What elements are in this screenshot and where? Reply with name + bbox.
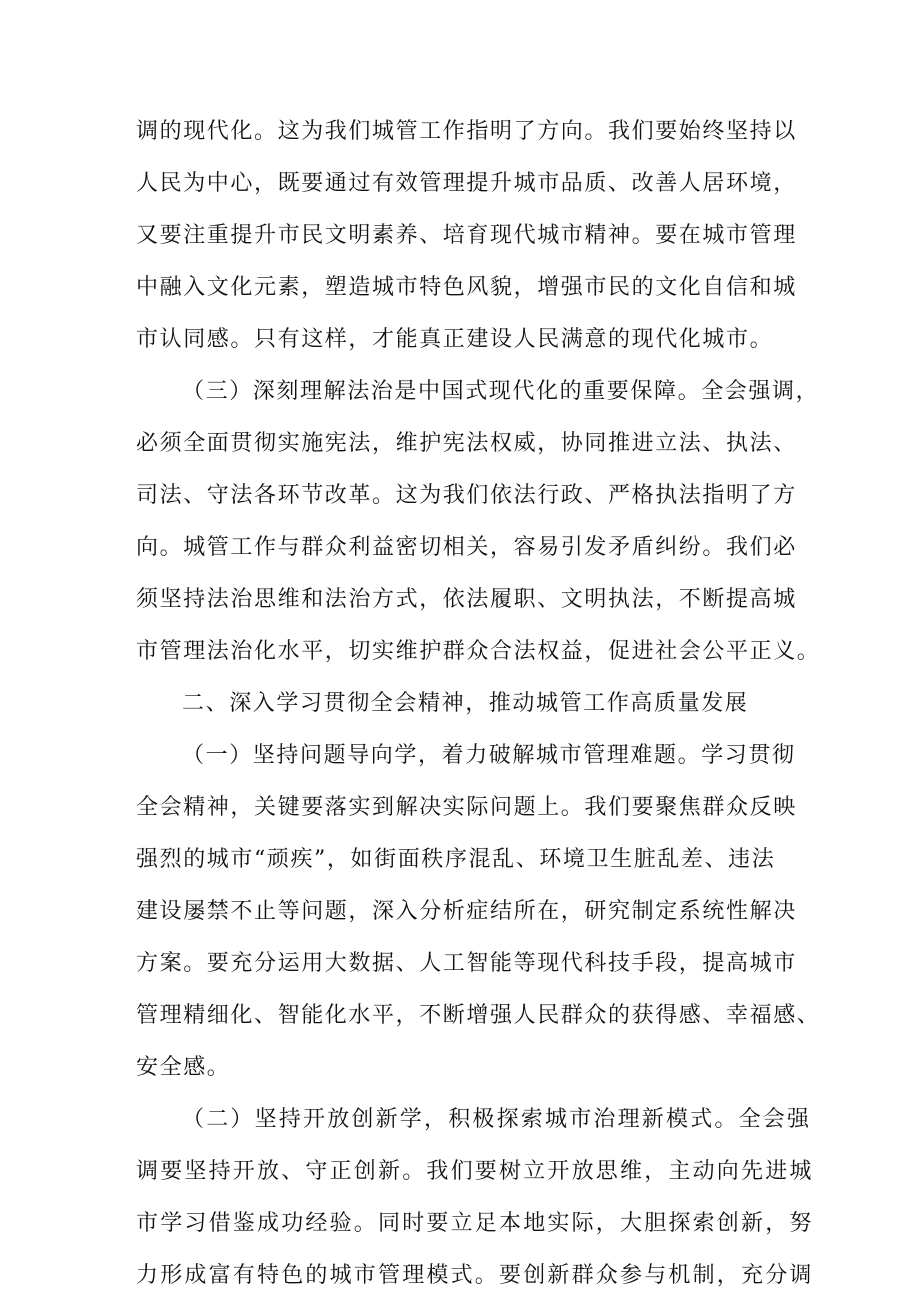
paragraph-line: 市管理法治化水平，切实维护群众合法权益，促进社会公平正义。: [136, 639, 821, 664]
paragraph-line: 安全感。: [136, 1055, 231, 1080]
paragraph-line: 向。城管工作与群众利益密切相关，容易引发矛盾纠纷。我们必: [136, 535, 797, 560]
paragraph-line: 力形成富有特色的城市管理模式。要创新群众参与机制，充分调: [136, 1263, 814, 1288]
section-three-heading-line: （三）深刻理解法治是中国式现代化的重要保障。全会强调，: [182, 379, 820, 404]
paragraph-line: 中融入文化元素，塑造城市特色风貌，增强市民的文化自信和城: [136, 275, 797, 300]
paragraph-line: 司法、守法各环节改革。这为我们依法行政、严格执法指明了方: [136, 483, 797, 508]
paragraph-line: 又要注重提升市民文明素养、培育现代城市精神。要在城市管理: [136, 223, 797, 248]
paragraph-line: 须坚持法治思维和法治方式，依法履职、文明执法，不断提高城: [136, 587, 797, 612]
paragraph-line: 建设屡禁不止等问题，深入分析症结所在，研究制定系统性解决: [136, 899, 797, 924]
subsection-one-heading-line: （一）坚持问题导向学，着力破解城市管理难题。学习贯彻: [182, 743, 796, 768]
paragraph-line: 全会精神，关键要落实到解决实际问题上。我们要聚焦群众反映: [136, 795, 797, 820]
paragraph-line: 调的现代化。这为我们城管工作指明了方向。我们要始终坚持以: [136, 119, 797, 144]
paragraph-line: 管理精细化、智能化水平，不断增强人民群众的获得感、幸福感、: [136, 1003, 821, 1028]
paragraph-line: 调要坚持开放、守正创新。我们要树立开放思维，主动向先进城: [136, 1159, 814, 1184]
paragraph-line: 人民为中心，既要通过有效管理提升城市品质、改善人居环境，: [136, 171, 797, 196]
paragraph-line: 必须全面贯彻实施宪法，维护宪法权威，协同推进立法、执法、: [136, 431, 797, 456]
paragraph-line: 市学习借鉴成功经验。同时要立足本地实际，大胆探索创新，努: [136, 1211, 814, 1236]
section-heading: 二、深入学习贯彻全会精神，推动城管工作高质量发展: [182, 691, 749, 716]
paragraph-line: 方案。要充分运用大数据、人工智能等现代科技手段，提高城市: [136, 951, 797, 976]
paragraph-line: 市认同感。只有这样，才能真正建设人民满意的现代化城市。: [136, 327, 774, 352]
subsection-two-heading-line: （二）坚持开放创新学，积极探索城市治理新模式。全会强: [182, 1107, 812, 1132]
paragraph-line: 强烈的城市“顽疾”，如街面秩序混乱、环境卫生脏乱差、违法: [136, 847, 776, 872]
